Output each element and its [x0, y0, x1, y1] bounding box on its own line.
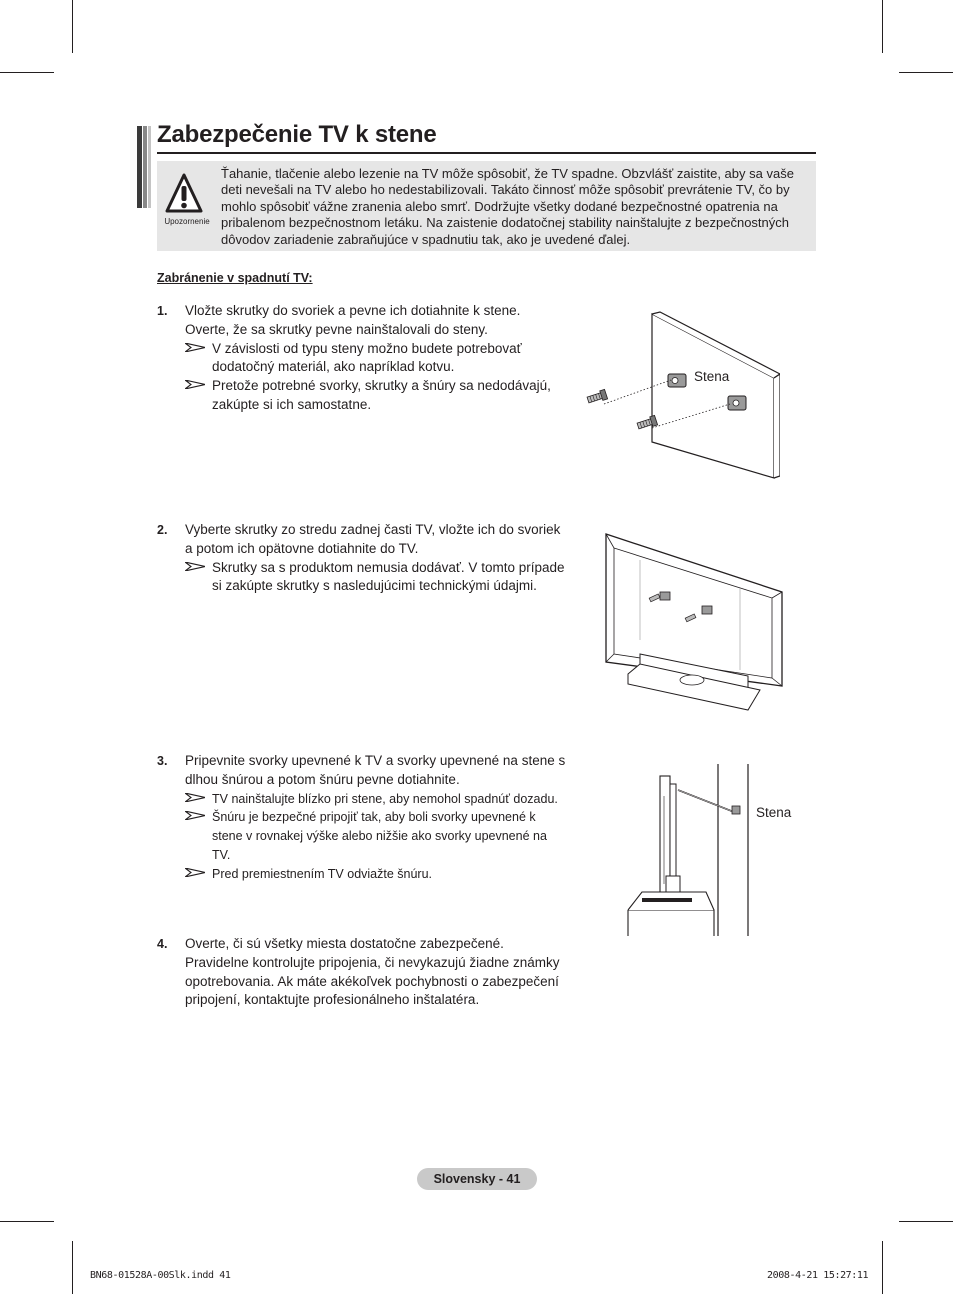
crop-mark — [0, 72, 54, 73]
print-slug-file: BN68-01528A-00Slk.indd 41 — [90, 1270, 231, 1281]
crop-mark — [899, 1221, 953, 1222]
step-text: Pripevnite svorky upevnené k TV a svorky upevnené na stene s dlhou šnúrou a potom šnúru pevne dotiahnite. — [185, 753, 566, 787]
tv-rear-illustration — [600, 528, 790, 714]
arrow-icon — [185, 343, 205, 352]
step-number: 2. — [157, 523, 168, 537]
title-rule — [157, 152, 816, 154]
arrow-icon — [185, 562, 205, 571]
wall-label: Stena — [694, 369, 730, 384]
wall-bracket-illustration — [580, 308, 780, 484]
step-note — [185, 790, 567, 809]
warning-triangle-icon — [165, 173, 203, 215]
crop-mark — [899, 72, 953, 73]
page-number-badge: Slovensky - 41 — [417, 1168, 537, 1190]
note-text: TV nainštalujte blízko pri stene, aby nemohol spadnúť dozadu. — [212, 791, 558, 806]
warning-box — [157, 161, 816, 251]
step-number: 3. — [157, 754, 168, 768]
wall-label: Stena — [756, 805, 792, 820]
step-note — [185, 559, 567, 597]
step-note — [185, 340, 567, 378]
step-text: Vyberte skrutky zo stredu zadnej časti TV, vložte ich do svoriek a potom ich opätovne dotiahnite do TV. — [185, 522, 561, 556]
arrow-icon — [185, 380, 205, 389]
step-number: 1. — [157, 304, 168, 318]
step-3 — [157, 752, 567, 884]
step-4 — [157, 935, 567, 1010]
note-text: Pred premiestnením TV odviažte šnúru. — [212, 866, 433, 881]
step-1 — [157, 302, 567, 415]
warning-caption: Upozornenie — [164, 217, 210, 226]
step-note — [185, 865, 567, 884]
note-text: V závislosti od typu steny možno budete potrebovať dodatočný materiál, ako napríklad kotvu. — [212, 340, 522, 375]
arrow-icon — [185, 868, 205, 877]
arrow-icon — [185, 811, 205, 820]
step-note — [185, 377, 567, 415]
step-text: Vložte skrutky do svoriek a pevne ich dotiahnite k stene. Overte, že sa skrutky pevne nainštalovali do steny. — [185, 303, 521, 337]
crop-mark — [882, 0, 883, 53]
step-2 — [157, 521, 567, 596]
page-title: Zabezpečenie TV k stene — [157, 121, 437, 148]
step-note — [185, 808, 567, 864]
step-number: 4. — [157, 937, 168, 951]
note-text: Pretože potrebné svorky, skrutky a šnúry sa nedodávajú, zakúpte si ich samostatne. — [212, 378, 551, 412]
warning-text: Ťahanie, tlačenie alebo lezenie na TV môže spôsobiť, že TV spadne. Obzvlášť zaistite, aby sa vaše deti nevešali na TV alebo ho nedestabilizovali. Takáto činnosť môže spôsobiť prevrátenie TV, čo by mohlo spôsobiť vážne zranenia alebo smrť. Dodržujte všetky dodané bezpečnostné opatrenia na pribalenom bezpečnostnom letáku. Na zaistenie dodatočnej stability nainštalujte z bezpečnostných dôvodov zariadenie zabraňujúce v spadnutiu tak, ako je uvedené ďalej. — [221, 166, 794, 247]
title-decoration — [137, 126, 151, 208]
section-heading: Zabránenie v spadnutí TV: — [157, 271, 313, 285]
crop-mark — [72, 0, 73, 53]
crop-mark — [72, 1241, 73, 1294]
print-slug-date: 2008-4-21 15:27:11 — [767, 1270, 869, 1281]
crop-mark — [0, 1221, 54, 1222]
note-text: Skrutky sa s produktom nemusia dodávať. V tomto prípade si zakúpte skrutky s nasledujúcimi technickými údajmi. — [212, 559, 565, 594]
step-text: Overte, či sú všetky miesta dostatočne zabezpečené. Pravidelne kontrolujte pripojenia, či nevykazujú žiadne známky opotrebovania. Ak máte akékoľvek pochybnosti o zabezpečení pripojení, kontaktujte profesionálneho inštalatéra. — [185, 936, 560, 1008]
crop-mark — [882, 1241, 883, 1294]
arrow-icon — [185, 793, 205, 802]
note-text: Šnúru je bezpečné pripojiť tak, aby boli svorky upevnené k stene v rovnakej výške alebo nižšie ako svorky upevnené na TV. — [212, 810, 547, 862]
tv-side-view-illustration — [620, 764, 810, 940]
